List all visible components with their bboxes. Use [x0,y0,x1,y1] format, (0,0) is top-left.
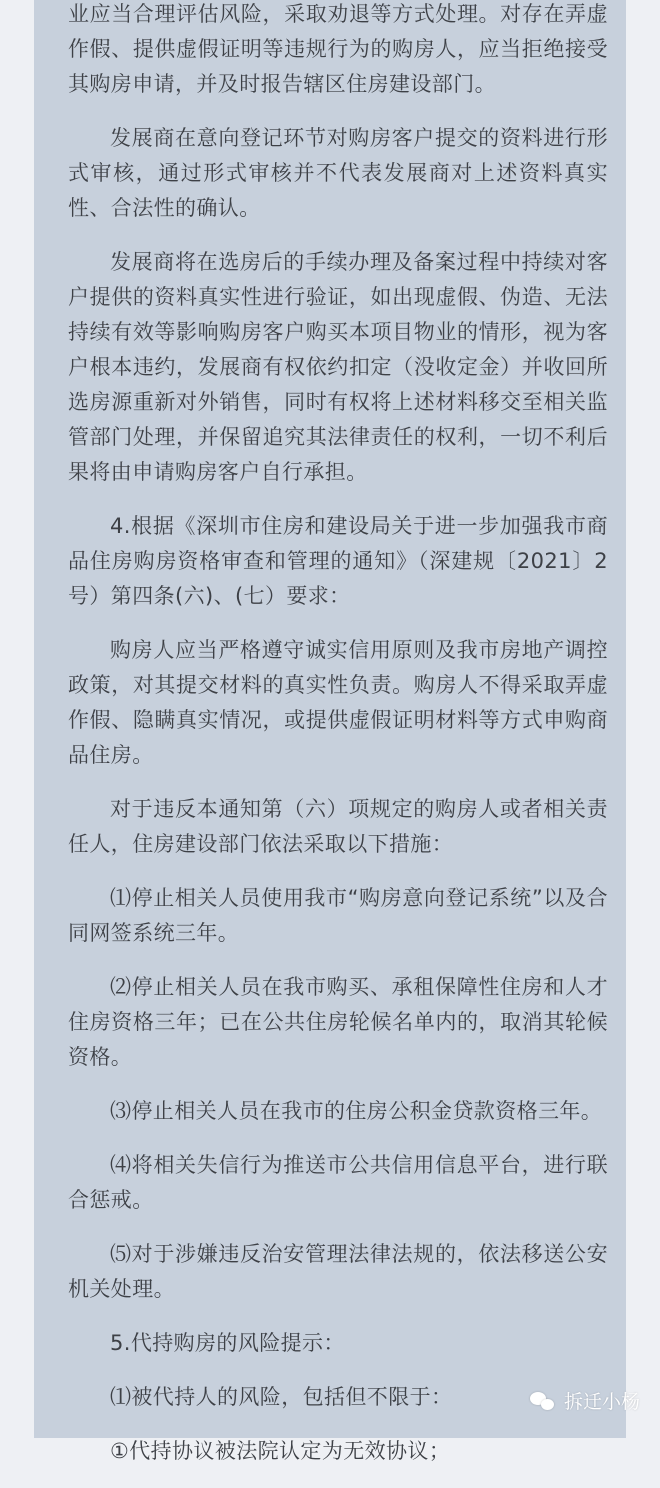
article-card [34,0,626,1463]
paragraph: ⑴被代持人的风险，包括但不限于： [110,1385,453,1409]
wechat-icon [530,1390,556,1412]
paragraph: 对于违反本通知第（六）项规定的购房人或者相关责任人，住房建设部门依法采取以下措施： [68,797,608,856]
watermark-label: 拆迁小杨 [563,1391,640,1413]
paragraph: ⑸对于涉嫌违反治安管理法律法规的，依法移送公安机关处理。 [68,1242,608,1301]
paragraph: ⑷将相关失信行为推送市公共信用信息平台，进行联合惩戒。 [68,1153,608,1212]
article-content [68,0,608,1488]
paragraph: 5.代持购房的风险提示： [110,1331,345,1355]
paragraph: ⑵停止相关人员在我市购买、承租保障性住房和人才住房资格三年；已在公共住房轮候名单内的，取消其轮候资格。 [68,975,608,1069]
paragraph: 4.根据《深圳市住房和建设局关于进一步加强我市商品住房购房资格审查和管理的通知》（深建规〔2021〕2号）第四条(六)、(七）要求： [68,514,608,608]
paragraph: ⑶停止相关人员在我市的住房公积金贷款资格三年。 [110,1099,603,1123]
paragraph: ①代持协议被法院认定为无效协议； [110,1439,451,1463]
paragraph: 业应当合理评估风险，采取劝退等方式处理。对存在弄虚作假、提供虚假证明等违规行为的购房人，应当拒绝接受其购房申请，并及时报告辖区住房建设部门。 [68,2,608,96]
paragraph: 购房人应当严格遵守诚实信用原则及我市房地产调控政策，对其提交材料的真实性负责。购房人不得采取弄虚作假、隐瞒真实情况，或提供虚假证明材料等方式申购商品住房。 [68,638,608,767]
paragraph: ⑴停止相关人员使用我市“购房意向登记系统”以及合同网签系统三年。 [68,886,608,945]
paragraph: 发展商将在选房后的手续办理及备案过程中持续对客户提供的资料真实性进行验证，如出现虚假、伪造、无法持续有效等影响购房客户购买本项目物业的情形，视为客户根本违约，发展商有权依约扣定（没收定金）并收回所选房源重新对外销售，同时有权将上述材料移交至相关监管部门处理，并保留追究其法律责任的权利，一切不利后果将由申请购房客户自行承担。 [68,250,608,484]
watermark [530,1387,640,1414]
paragraph: 发展商在意向登记环节对购房客户提交的资料进行形式审核，通过形式审核并不代表发展商对上述资料真实性、合法性的确认。 [68,126,608,220]
